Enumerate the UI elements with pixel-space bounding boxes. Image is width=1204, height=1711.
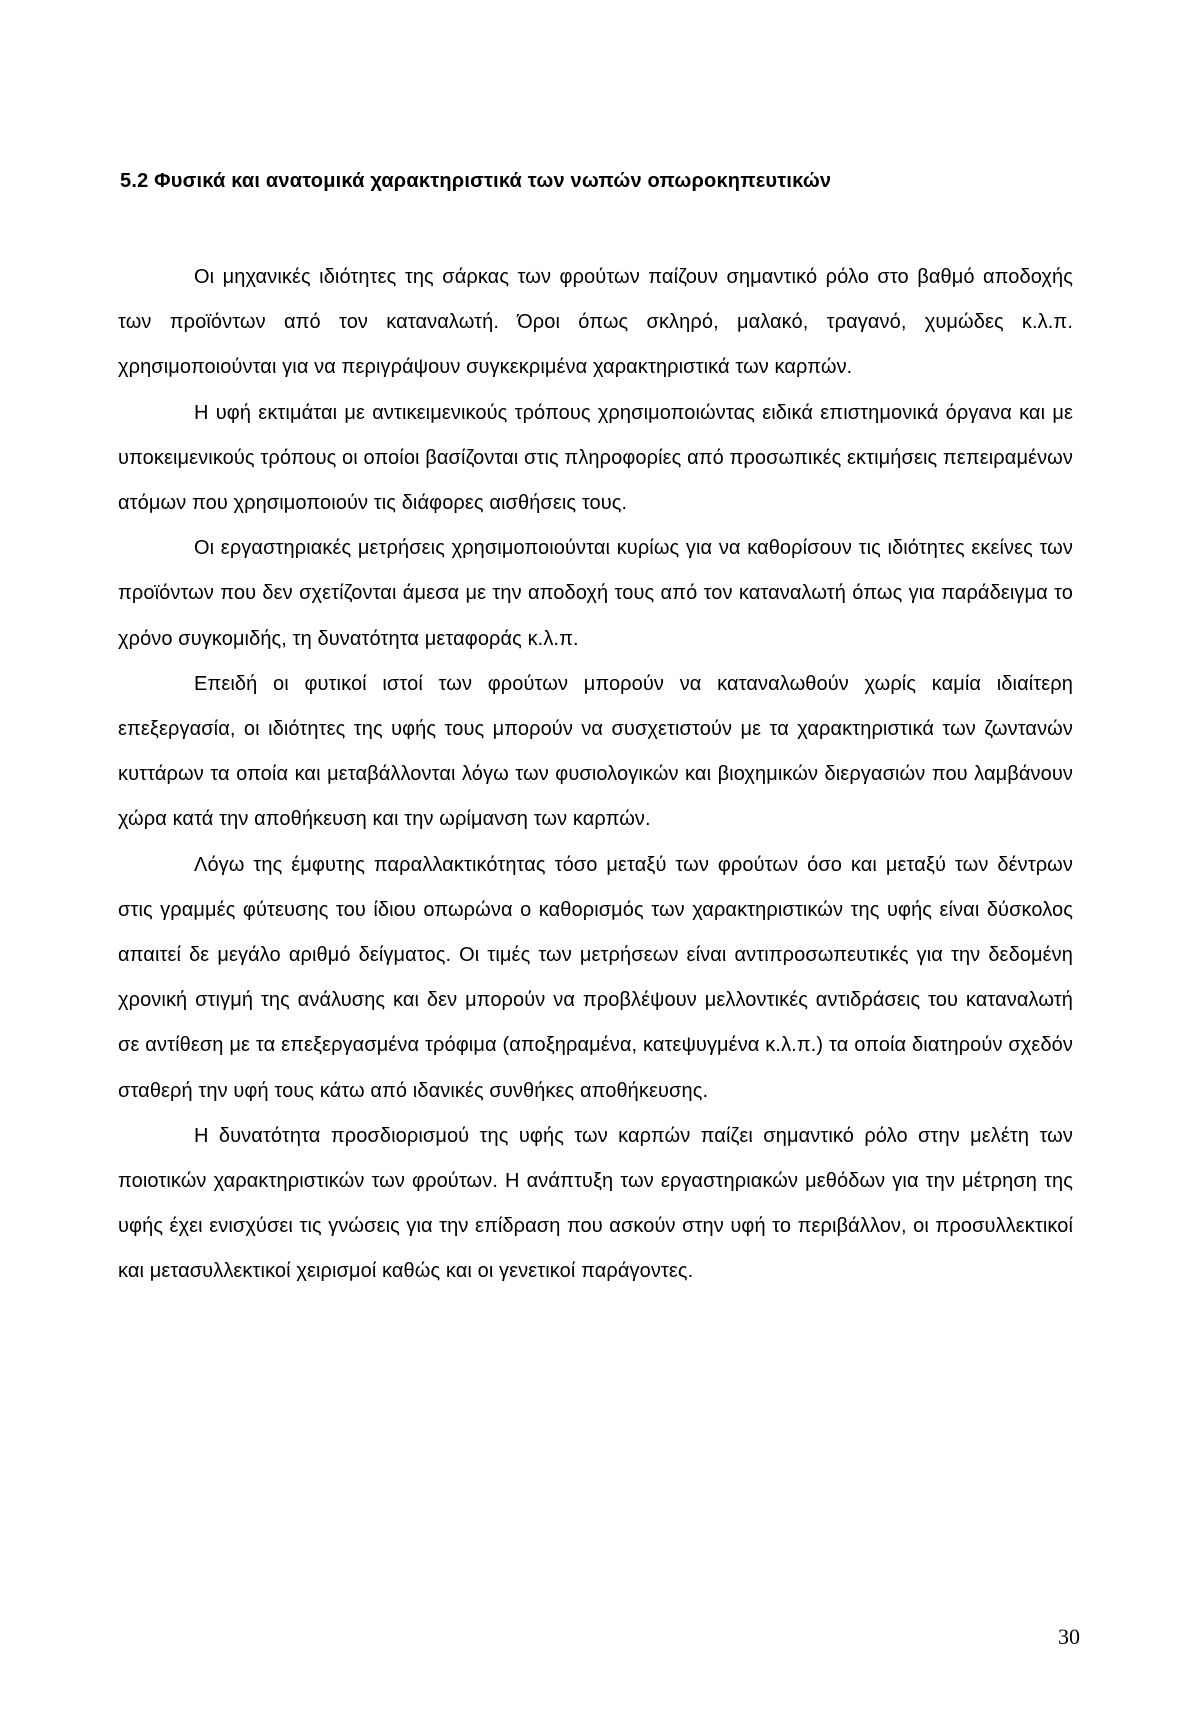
paragraph-3: Οι εργαστηριακές μετρήσεις χρησιμοποιούνται κυρίως για να καθορίσουν τις ιδιότητες εκείνες των προϊόντων που δεν σχετίζονται άμεσα με την αποδοχή τους από τον καταναλωτή όπως για παράδειγμα το χρόνο συγκομιδής, τη δυνατότητα μεταφοράς κ.λ.π. bbox=[118, 537, 1073, 650]
paragraph-4: Επειδή οι φυτικοί ιστοί των φρούτων μπορούν να καταναλωθούν χωρίς καμία ιδιαίτερη επεξεργασία, οι ιδιότητες της υφής τους μπορούν να συσχετιστούν με τα χαρακτηριστικά των ζωντανών κυττάρων τα οποία και μεταβάλλονται λόγω των φυσιολογικών και βιοχημικών διεργασιών που λαμβάνουν χώρα κατά την αποθήκευση και την ωρίμανση των καρπών. bbox=[118, 672, 1073, 831]
section-title: 5.2 Φυσικά και ανατομικά χαρακτηριστικά των νωπών οπωροκηπευτικών bbox=[120, 170, 832, 192]
body-text bbox=[118, 255, 1073, 1295]
page-number: 30 bbox=[1058, 1624, 1080, 1649]
paragraph-6: Η δυνατότητα προσδιορισμού της υφής των καρπών παίζει σημαντικό ρόλο στην μελέτη των ποιοτικών χαρακτηριστικών των φρούτων. Η ανάπτυξη των εργαστηριακών μεθόδων για την μέτρηση της υφής έχει ενισχύσει τις γνώσεις για την επίδραση που ασκούν στην υφή το περιβάλλον, οι προσυλλεκτικοί και μετασυλλεκτικοί χειρισμοί καθώς και οι γενετικοί παράγοντες. bbox=[118, 1124, 1073, 1283]
paragraph-1: Οι μηχανικές ιδιότητες της σάρκας των φρούτων παίζουν σημαντικό ρόλο στο βαθμό αποδοχής των προϊόντων από τον καταναλωτή. Όροι όπως σκληρό, μαλακό, τραγανό, χυμώδες κ.λ.π. χρησιμοποιούνται για να περιγράψουν συγκεκριμένα χαρακτηριστικά των καρπών. bbox=[118, 266, 1073, 379]
paragraph-2: Η υφή εκτιμάται με αντικειμενικούς τρόπους χρησιμοποιώντας ειδικά επιστημονικά όργανα και με υποκειμενικούς τρόπους οι οποίοι βασίζονται στις πληροφορίες από προσωπικές εκτιμήσεις πεπειραμένων ατόμων που χρησιμοποιούν τις διάφορες αισθήσεις τους. bbox=[118, 401, 1073, 515]
paragraph-5: Λόγω της έμφυτης παραλλακτικότητας τόσο μεταξύ των φρούτων όσο και μεταξύ των δέντρων στις γραμμές φύτευσης του ίδιου οπωρώνα ο καθορισμός των χαρακτηριστικών της υφής είναι δύσκολος απαιτεί δε μεγάλο αριθμό δείγματος. Οι τιμές των μετρήσεων είναι αντιπροσωπευτικές για την δεδομένη χρονική στιγμή της ανάλυσης και δεν μπορούν να προβλέψουν μελλοντικές αντιδράσεις του καταναλωτή σε αντίθεση με τα επεξεργασμένα τρόφιμα (αποξηραμένα, κατεψυγμένα κ.λ.π.) τα οποία διατηρούν σχεδόν σταθερή την υφή τους κάτω από ιδανικές συνθήκες αποθήκευσης. bbox=[118, 853, 1073, 1102]
